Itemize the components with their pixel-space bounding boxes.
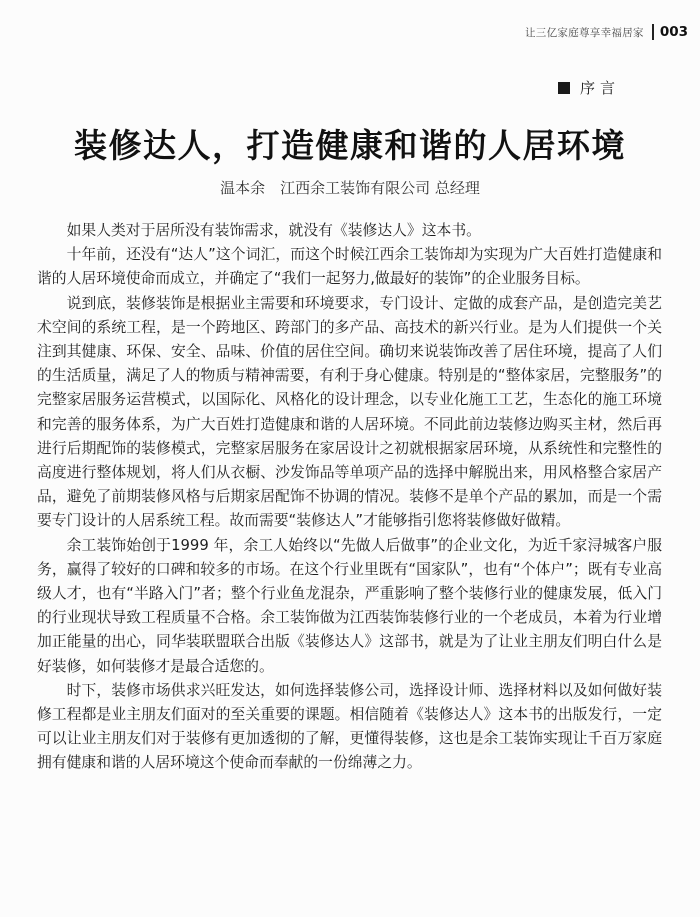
running-header bbox=[525, 24, 688, 40]
page-number: 003 bbox=[659, 24, 688, 40]
square-bullet-icon bbox=[558, 82, 570, 94]
paragraph-5: 时下，装修市场供求兴旺发达，如何选择装修公司，选择设计师、选择材料以及如何做好装修工程都是业主朋友们面对的至关重要的课题。相信随着《装修达人》这本书的出版发行，一定可以让业主朋友们对于装修有更加透彻的了解，更懂得装修，这也是余工装饰实现让千百万家庭拥有健康和谐的人居环境这个使命而奉献的一份绵薄之力。 bbox=[37, 681, 662, 772]
article-body bbox=[37, 219, 662, 776]
section-label-text: 序言 bbox=[579, 79, 620, 97]
page-title: 装修达人，打造健康和谐的人居环境 bbox=[74, 126, 626, 165]
section-label bbox=[558, 77, 620, 98]
author-byline: 温本余 江西余工装饰有限公司 总经理 bbox=[220, 179, 480, 197]
paragraph-1: 如果人类对于居所没有装饰需求，就没有《装修达人》这本书。 bbox=[66, 222, 481, 239]
header-divider bbox=[652, 24, 654, 40]
paragraph-2: 十年前，还没有“达人”这个词汇，而这个时候江西余工装饰却为实现为广大百姓打造健康和谐的人居环境使命而成立，并确定了“我们一起努力,做最好的装饰”的企业服务目标。 bbox=[37, 246, 662, 288]
paragraph-4: 余工装饰始创于1999 年，余工人始终以“先做人后做事”的企业文化，为近千家浔城客户服务，赢得了较好的口碑和较多的市场。在这个行业里既有“国家队”，也有“个体户”；既有专业高级人才，也有“半路入门”者；整个行业鱼龙混杂，严重影响了整个装修行业的健康发展，低入门的行业现状导致工程质量不合格。余工装饰做为江西装饰装修行业的一个老成员，本着为行业增加正能量的出心，同华装联盟联合出版《装修达人》这部书，就是为了让业主朋友们明白什么是好装修，如何装修才是最合适您的。 bbox=[37, 536, 662, 675]
running-title: 让三亿家庭尊享幸福居家 bbox=[525, 26, 644, 39]
paragraph-3: 说到底，装修装饰是根据业主需要和环境要求，专门设计、定做的成套产品，是创造完美艺术空间的系统工程，是一个跨地区、跨部门的多产品、高技术的新兴行业。是为人们提供一个关注到其健康、环保、安全、品味、价值的居住空间。确切来说装饰改善了居住环境，提高了人们的生活质量，满足了人的物质与精神需要，有利于身心健康。特别是的“整体家居，完整服务”的完整家居服务运营模式，以国际化、风格化的设计理念，以专业化施工工艺，生态化的施工环境和完善的服务体系，为广大百姓打造健康和谐的人居环境。不同此前边装修边购买主材，然后再进行后期配饰的装修模式，完整家居服务在家居设计之初就根据家居环境，从系统性和完整性的高度进行整体规划，将人们从衣橱、沙发饰品等单项产品的选择中解脱出来，用风格整合家居产品，避免了前期装修风格与后期家居配饰不协调的情况。装修不是单个产品的累加，而是一个需要专门设计的人居系统工程。故而需要“装修达人”才能够指引您将装修做好做精。 bbox=[37, 294, 662, 530]
